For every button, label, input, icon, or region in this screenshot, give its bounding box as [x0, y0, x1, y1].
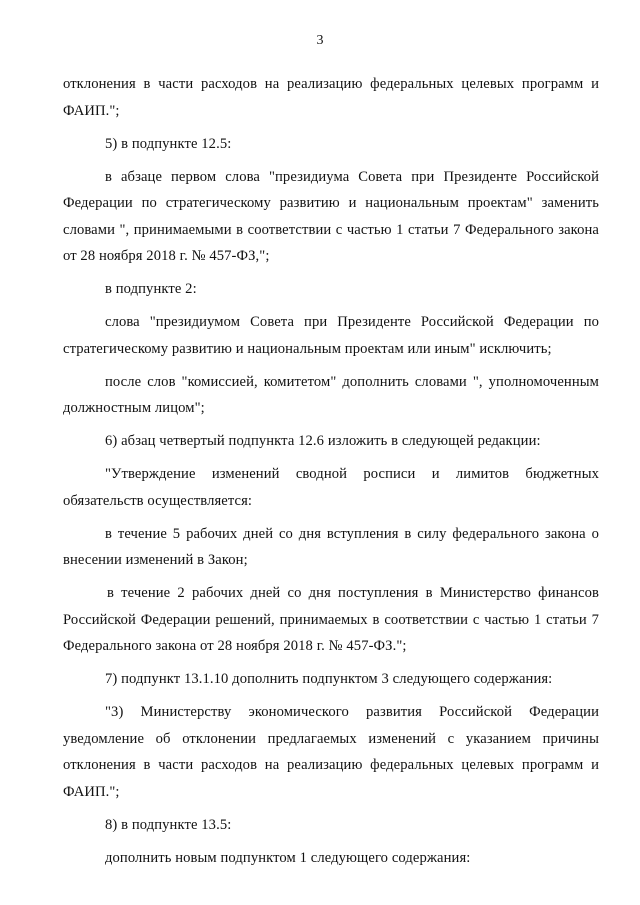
- paragraph: 7) подпункт 13.1.10 дополнить подпунктом 3 следующего содержания:: [105, 671, 553, 687]
- page-number: 3: [316, 33, 324, 48]
- paragraph: "3) Министерству экономического развития Российской Федерации уведомление об отклонении предлагаемых изменений с указанием причины отклонения в части расходов на реализацию федеральных целевых программ и ФАИП.";: [63, 704, 599, 800]
- paragraph: "Утверждение изменений сводной росписи и лимитов бюджетных обязательств осуществляется:: [63, 466, 599, 509]
- paragraph: в подпункте 2:: [105, 281, 197, 297]
- paragraph: в абзаце первом слова "президиума Совета при Президенте Российской Федерации по стратегическому развитию и национальным проектам" заменить словами ", принимаемыми в соответствии с частью 1 статьи 7 Федерального закона от 28 ноября 2018 г. № 457-ФЗ,";: [63, 168, 599, 264]
- paragraph: в течение 5 рабочих дней со дня вступления в силу федерального закона о внесении изменений в Закон;: [63, 525, 599, 568]
- paragraph: в течение 2 рабочих дней со дня поступления в Министерство финансов Российской Федерации решений, принимаемых в соответствии с частью 1 статьи 7 Федерального закона от 28 ноября 2018 г. № 457-ФЗ.";: [63, 585, 599, 654]
- paragraph: слова "президиумом Совета при Президенте Российской Федерации по стратегическому развитию и национальным проектам или иным" исключить;: [63, 314, 599, 357]
- paragraph: дополнить новым подпунктом 1 следующего содержания:: [105, 849, 471, 866]
- paragraph: 8) в подпункте 13.5:: [105, 816, 232, 833]
- paragraph: после слов "комиссией, комитетом" дополнить словами ", уполномоченным должностным лицом";: [63, 373, 599, 416]
- paragraph: 6) абзац четвертый подпункта 12.6 изложить в следующей редакции:: [105, 433, 541, 449]
- paragraph: 5) в подпункте 12.5:: [105, 135, 232, 152]
- document-body: [63, 71, 599, 871]
- paragraph: отклонения в части расходов на реализацию федеральных целевых программ и ФАИП.";: [63, 76, 599, 119]
